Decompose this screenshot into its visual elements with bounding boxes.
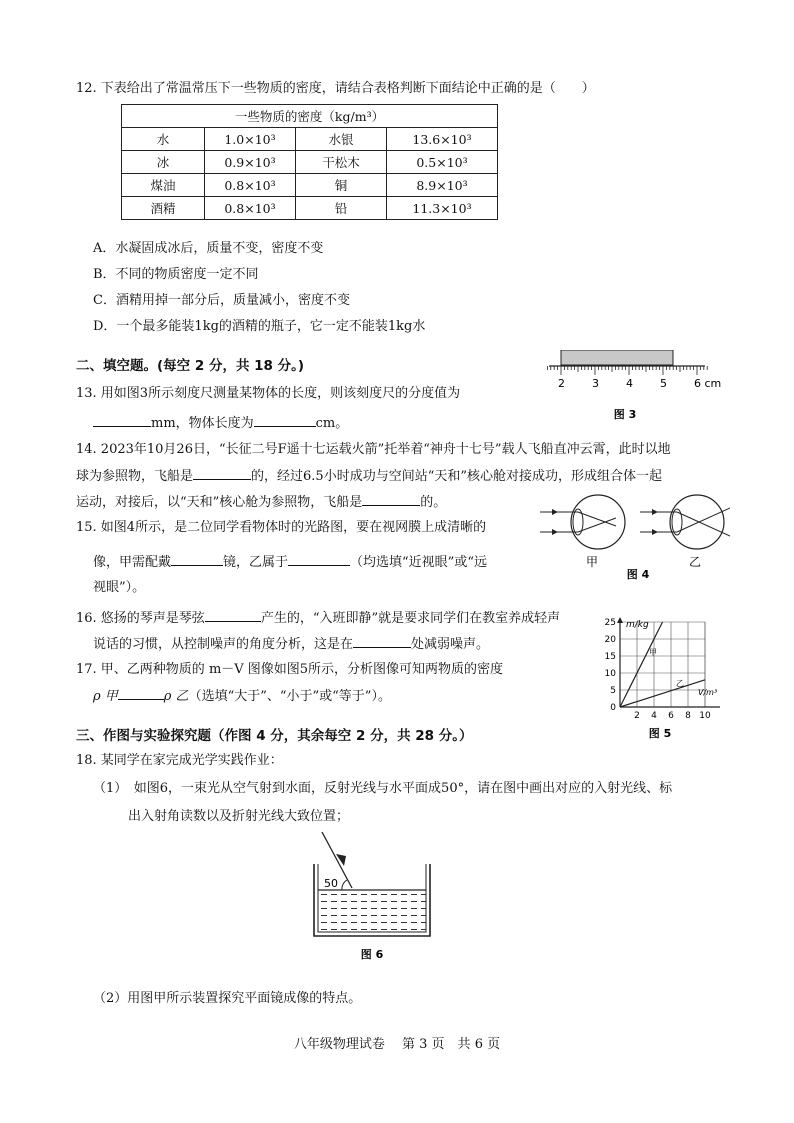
y-tick-label: 0 xyxy=(610,703,616,713)
table-row xyxy=(122,128,498,151)
q13-text: cm。 xyxy=(315,416,349,431)
table-cell: 0.9×10³ xyxy=(205,151,296,174)
q17-line1: 17. 甲、乙两种物质的 m－V 图像如图5所示，分析图像可知两物质的密度 xyxy=(76,662,504,677)
q12-stem: 12. 下表给出了常温常压下一些物质的密度，请结合表格判断下面结论中正确的是（ ） xyxy=(76,81,595,96)
table-cell: 水 xyxy=(122,128,205,151)
eye-jia-label: 甲 xyxy=(585,555,599,569)
q16-text: 产生的，“入班即静”就是要求同学们在教室养成轻声 xyxy=(260,611,561,626)
q14-text: 的。 xyxy=(420,495,447,510)
q12-option-c: C．酒精用掉一部分后，质量减小，密度不变 xyxy=(93,293,350,308)
table-row xyxy=(122,174,498,197)
table-cell: 0.5×10³ xyxy=(387,151,498,174)
figure-5-mv-graph xyxy=(590,615,740,745)
table-row xyxy=(122,151,498,174)
ruler-label: 3 xyxy=(592,377,599,390)
table-row xyxy=(122,197,498,220)
q12-option-d: D．一个最多能装1kg的酒精的瓶子，它一定不能装1kg水 xyxy=(93,319,426,334)
q18-line1: 18. 某同学在家完成光学实践作业： xyxy=(76,753,283,768)
q13-line2 xyxy=(93,414,348,433)
x-tick-label: 10 xyxy=(699,711,711,721)
ruler-label: 6 cm xyxy=(694,377,722,390)
q14-line3 xyxy=(76,493,446,512)
q17-line2 xyxy=(93,687,391,706)
figure-6-caption: 图 6 xyxy=(360,948,384,961)
table-cell: 8.9×10³ xyxy=(387,174,498,197)
q17-text: （选填“大于”、“小于”或“等于”）。 xyxy=(188,689,391,704)
ruler-label: 5 xyxy=(660,377,667,390)
answer-blank[interactable] xyxy=(353,635,411,648)
table-cell: 水银 xyxy=(296,128,387,151)
figure-6-water-container xyxy=(300,828,450,968)
figure-4-caption: 图 4 xyxy=(626,568,650,581)
ruler-label: 2 xyxy=(558,377,565,390)
q15-text: 镜，乙属于 xyxy=(223,555,289,570)
q14-line1: 14. 2023年10月26日，“长征二号F遥十七运载火箭”托举着“神舟十七号”载人飞船直冲云霄，此时以地 xyxy=(76,442,671,457)
figure-5-caption: 图 5 xyxy=(648,727,672,740)
answer-blank[interactable] xyxy=(171,553,223,566)
table-cell: 0.8×10³ xyxy=(205,174,296,197)
x-tick-label: 6 xyxy=(668,711,674,721)
ruler-ticks xyxy=(545,366,707,375)
rho-jia: ρ 甲 xyxy=(93,689,118,704)
answer-blank[interactable] xyxy=(205,609,261,622)
series-yi-label: 乙 xyxy=(676,679,684,688)
table-cell: 0.8×10³ xyxy=(205,197,296,220)
q14-line2 xyxy=(76,467,662,486)
q16-line2 xyxy=(93,635,489,654)
density-table-title: 一些物质的密度（kg/m³） xyxy=(122,105,498,128)
q14-text: 的，经过6.5小时成功与空间站“天和”核心舱对接成功，形成组合体一起 xyxy=(251,469,662,484)
rho-yi: ρ 乙 xyxy=(163,689,189,704)
answer-blank[interactable] xyxy=(193,467,251,480)
measured-object xyxy=(561,350,673,365)
q13-text: mm，物体长度为 xyxy=(151,416,254,431)
angle-arc xyxy=(342,880,347,890)
table-cell: 干松木 xyxy=(296,151,387,174)
y-axis-arrow-icon xyxy=(617,617,623,623)
q16-line1 xyxy=(76,609,560,628)
q16-text: 16. 悠扬的琴声是琴弦 xyxy=(76,611,205,626)
section-2-heading: 二、填空题。(每空 2 分，共 18 分。) xyxy=(76,358,305,374)
eye-jia-diagram xyxy=(540,495,625,549)
q15-line2 xyxy=(93,553,487,572)
angle-label: 50 xyxy=(324,877,338,890)
q12-option-a: A．水凝固成冰后，质量不变，密度不变 xyxy=(93,241,324,256)
graph-grid xyxy=(620,622,705,707)
q15-text: （均选填“近视眼”或“远 xyxy=(350,555,487,570)
answer-blank[interactable] xyxy=(288,553,350,566)
y-tick-label: 15 xyxy=(604,652,616,662)
q14-text: 运动，对接后，以“天和”核心舱为参照物，飞船是 xyxy=(76,495,363,510)
answer-blank[interactable] xyxy=(118,687,164,700)
y-tick-label: 20 xyxy=(604,635,616,645)
y-tick-label: 5 xyxy=(610,686,616,696)
table-cell: 13.6×10³ xyxy=(387,128,498,151)
table-cell: 煤油 xyxy=(122,174,205,197)
table-cell: 11.3×10³ xyxy=(387,197,498,220)
answer-blank[interactable] xyxy=(362,493,420,506)
figure-3-caption: 图 3 xyxy=(613,408,637,421)
table-cell: 铜 xyxy=(296,174,387,197)
q18-part1-line2: 出入射角读数以及折射光线大致位置； xyxy=(128,809,350,824)
table-cell: 铅 xyxy=(296,197,387,220)
density-table xyxy=(121,104,498,220)
eye-yi-diagram xyxy=(640,495,730,549)
table-cell: 1.0×10³ xyxy=(205,128,296,151)
q16-text: 处减弱噪声。 xyxy=(411,637,490,652)
answer-blank[interactable] xyxy=(254,414,316,427)
water-body xyxy=(318,890,426,932)
q15-text: 像，甲需配戴 xyxy=(93,555,172,570)
y-axis-label: m/kg xyxy=(626,620,649,630)
x-tick-label: 8 xyxy=(685,711,691,721)
y-tick-label: 25 xyxy=(604,618,616,628)
q14-text: 球为参照物，飞船是 xyxy=(76,469,194,484)
section-3-heading: 三、作图与实验探究题（作图 4 分，其余每空 2 分，共 28 分。） xyxy=(76,728,473,744)
table-cell: 酒精 xyxy=(122,197,205,220)
series-jia-line xyxy=(620,622,663,707)
q18-part2: （2）用图甲所示装置探究平面镜成像的特点。 xyxy=(93,991,362,1006)
q15-line1: 15. 如图4所示，是二位同学看物体时的光路图，要在视网膜上成清晰的 xyxy=(76,520,487,535)
ruler-label: 4 xyxy=(626,377,633,390)
x-tick-label: 4 xyxy=(651,711,657,721)
page-footer: 八年级物理试卷 第 3 页 共 6 页 xyxy=(293,1037,501,1052)
y-tick-label: 10 xyxy=(604,669,616,679)
table-cell: 冰 xyxy=(122,151,205,174)
series-yi-line xyxy=(620,680,705,707)
figure-4-eyes xyxy=(540,492,730,587)
q18-part1-line1: （1） 如图6，一束光从空气射到水面，反射光线与水平面成50°，请在图中画出对应的入射光线、标 xyxy=(93,781,673,796)
answer-blank[interactable] xyxy=(93,414,151,427)
q13-line1: 13. 用如图3所示刻度尺测量某物体的长度，则该刻度尺的分度值为 xyxy=(76,386,461,401)
x-axis-label: V/m³ xyxy=(698,688,718,697)
x-tick-label: 2 xyxy=(634,711,640,721)
q12-option-b: B．不同的物质密度一定不同 xyxy=(93,267,259,282)
series-jia-label: 甲 xyxy=(649,648,657,657)
q15-line3: 视眼”）。 xyxy=(93,580,146,595)
eye-yi-label: 乙 xyxy=(688,555,702,569)
figure-3-ruler xyxy=(545,350,725,425)
q16-text: 说话的习惯，从控制噪声的角度分析，这是在 xyxy=(93,637,354,652)
